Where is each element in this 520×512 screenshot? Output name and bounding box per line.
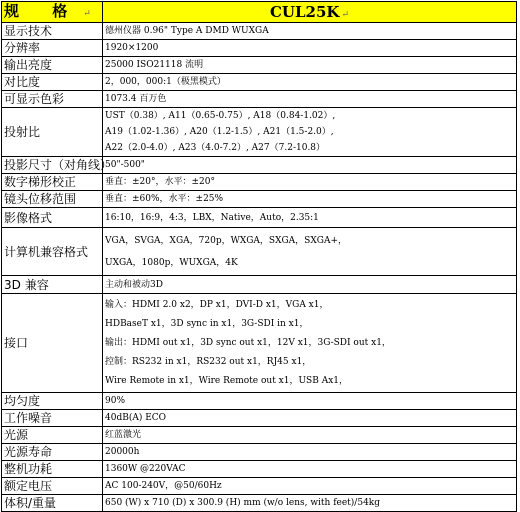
spec-value (103, 74, 517, 91)
spec-label: 影像格式 (2, 208, 103, 228)
spec-row (2, 478, 517, 495)
spec-value-line: UXGA，1080p，WUXGA，4K (105, 257, 238, 268)
spec-row (2, 191, 517, 208)
spec-row (2, 393, 517, 410)
spec-value-line: HDBaseT x1，3D sync in x1，3G-SDI in x1， (105, 319, 309, 329)
spec-row (2, 157, 517, 174)
spec-row (2, 410, 517, 427)
spec-value-line: 25000 ISO21118 流明 (105, 60, 204, 70)
spec-row (2, 57, 517, 74)
spec-value-line: 输出：HDMI out x1，3D sync out x1，12V x1，3G-SDI out x1， (105, 338, 391, 348)
spec-value (103, 294, 517, 393)
spec-label: 额定电压 (2, 478, 103, 495)
spec-value (103, 174, 517, 191)
spec-label: 接口 (2, 294, 103, 393)
spec-value-line: 红蓝激光 (105, 430, 142, 440)
spec-row (2, 495, 517, 512)
spec-label: 分辨率 (2, 40, 103, 57)
spec-row (2, 74, 517, 91)
spec-table-body (2, 2, 517, 512)
spec-value-line: VGA，SVGA，XGA，720p，WXGA，SXGA，SXGA+， (105, 235, 347, 246)
spec-label: 光源 (2, 427, 103, 444)
spec-label: 数字梯形校正 (2, 174, 103, 191)
spec-value (103, 40, 517, 57)
spec-row (2, 228, 517, 276)
spec-value-line: 1920×1200 (105, 43, 159, 53)
spec-label: 3D 兼容 (2, 276, 103, 294)
spec-value-line: 50"-500" (105, 160, 145, 170)
spec-value (103, 461, 517, 478)
spec-value (103, 108, 517, 157)
spec-value-line: 20000h (105, 447, 140, 457)
spec-label: 光源寿命 (2, 444, 103, 461)
spec-label: 可显示色彩 (2, 91, 103, 108)
spec-label: 工作噪音 (2, 410, 103, 427)
spec-value (103, 57, 517, 74)
spec-value (103, 410, 517, 427)
spec-value-line: 垂直：±60%，水平：±25% (105, 194, 224, 204)
spec-value (103, 444, 517, 461)
spec-label: 显示技术 (2, 23, 103, 40)
spec-row (2, 23, 517, 40)
spec-value-line: Wire Remote in x1，Wire Remote out x1，USB Ax1， (105, 376, 348, 386)
model-name: CUL25K (269, 3, 340, 21)
spec-value (103, 91, 517, 108)
spec-value (103, 191, 517, 208)
spec-value-line: 2，000，000:1（极黑模式） (105, 77, 226, 87)
spec-value-line: UST（0.38）, A11（0.65-0.75）, A18（0.84-1.02）, (105, 111, 336, 121)
spec-value-line: 德州仪器 0.96" Type A DMD WUXGA (105, 26, 269, 36)
spec-label: 输出亮度 (2, 57, 103, 74)
spec-value-line: 1360W @220VAC (105, 464, 186, 474)
spec-row (2, 427, 517, 444)
spec-value-line: 40dB(A) ECO (105, 413, 167, 423)
spec-value-line: 主动和被动3D (105, 279, 163, 290)
spec-value-line: 16:10，16:9，4:3，LBX，Native，Auto，2.35:1 (105, 212, 319, 223)
spec-row (2, 294, 517, 393)
spec-value-line: 1073.4 百万色 (105, 94, 167, 104)
spec-value (103, 478, 517, 495)
spec-label: 整机功耗 (2, 461, 103, 478)
spec-value (103, 228, 517, 276)
header-key-cell (2, 2, 103, 23)
header-row (2, 2, 517, 23)
spec-value (103, 276, 517, 294)
spec-label: 对比度 (2, 74, 103, 91)
spec-label: 投射比 (2, 108, 103, 157)
spec-label: 均匀度 (2, 393, 103, 410)
spec-label: 体积/重量 (2, 495, 103, 512)
spec-value (103, 427, 517, 444)
return-mark-icon: ↵ (341, 10, 350, 20)
spec-row (2, 208, 517, 228)
spec-value (103, 393, 517, 410)
header-value-cell (103, 2, 517, 23)
spec-row (2, 276, 517, 294)
spec-value-line: 输入：HDMI 2.0 x2，DP x1，DVI-D x1，VGA x1， (105, 300, 329, 310)
spec-label: 镜头位移范围 (2, 191, 103, 208)
spec-value-line: 650 (W) x 710 (D) x 300.9 (H) mm (w/o lens, with feet)/54kg (105, 498, 381, 508)
spec-table (1, 1, 517, 512)
spec-row (2, 444, 517, 461)
spec-value (103, 23, 517, 40)
return-mark-icon: ↵ (83, 8, 105, 19)
spec-label: 计算机兼容格式 (2, 228, 103, 276)
spec-label: 投影尺寸（对角线） (2, 157, 103, 174)
header-key: 规 格 (4, 1, 82, 20)
spec-value-line: 垂直：±20°，水平：±20° (105, 177, 215, 187)
spec-row (2, 174, 517, 191)
spec-value-line: A19（1.02-1.36）, A20（1.2-1.5）, A21（1.5-2.0）, (105, 127, 334, 137)
spec-value (103, 495, 517, 512)
spec-value (103, 208, 517, 228)
spec-value-line: 90% (105, 396, 126, 406)
spec-row (2, 91, 517, 108)
spec-row (2, 461, 517, 478)
spec-value-line: A22（2.0-4.0）, A23（4.0-7.2）, A27（7.2-10.8） (105, 143, 326, 153)
spec-row (2, 40, 517, 57)
spec-value-line: 控制：RS232 in x1，RS232 out x1，RJ45 x1， (105, 357, 312, 367)
spec-value (103, 157, 517, 174)
spec-value-line: AC 100-240V，@50/60Hz (105, 481, 222, 491)
spec-row (2, 108, 517, 157)
